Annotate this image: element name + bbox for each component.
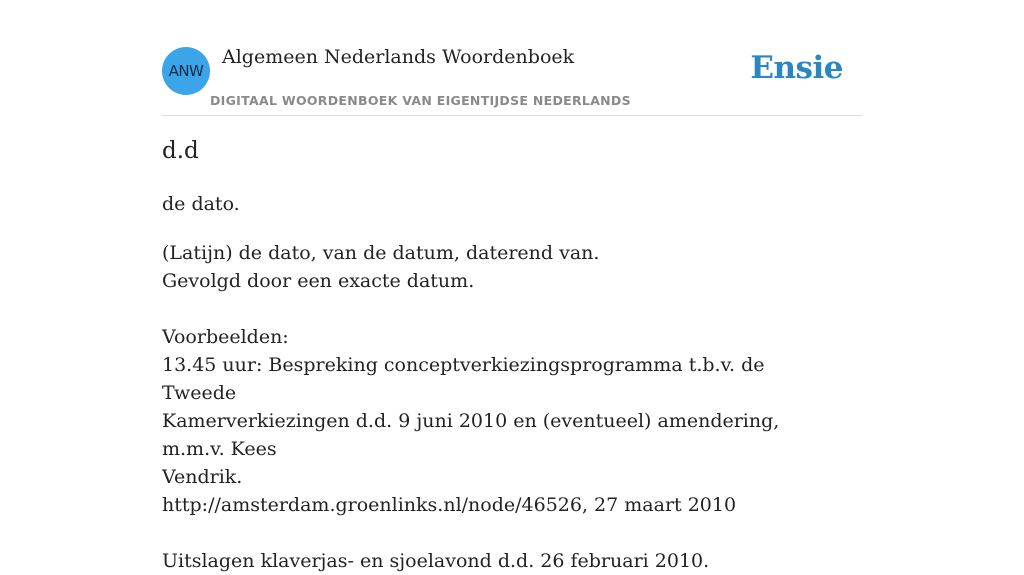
example-line: Uitslagen klaverjas- en sjoelavond d.d. 26 februari 2010. bbox=[162, 550, 710, 572]
definition-line: (Latijn) de dato, van de datum, daterend van. bbox=[162, 242, 600, 264]
site-title[interactable]: Algemeen Nederlands Woordenboek bbox=[222, 46, 575, 68]
header-divider bbox=[162, 115, 862, 116]
entry-headword: d.d bbox=[162, 138, 199, 164]
example-line: 13.45 uur: Bespreking conceptverkiezingsprogramma t.b.v. de Tweede bbox=[162, 354, 765, 404]
logo-text: ANW bbox=[168, 62, 204, 80]
entry-short-definition: de dato. bbox=[162, 193, 240, 215]
definition-line bbox=[162, 519, 842, 547]
entry-definition bbox=[162, 239, 842, 575]
examples-heading: Voorbeelden: bbox=[162, 326, 289, 348]
anw-logo[interactable] bbox=[162, 47, 210, 95]
example-line: Vendrik. bbox=[162, 466, 243, 488]
example-line: Kamerverkiezingen d.d. 9 juni 2010 en (eventueel) amendering, m.m.v. Kees bbox=[162, 410, 780, 460]
example-source: http://amsterdam.groenlinks.nl/node/46526, 27 maart 2010 bbox=[162, 494, 737, 516]
definition-line: Gevolgd door een exacte datum. bbox=[162, 270, 475, 292]
site-subtitle: DIGITAAL WOORDENBOEK VAN EIGENTIJDSE NEDERLANDS bbox=[210, 93, 631, 108]
ensie-brand-link[interactable]: Ensie bbox=[750, 50, 843, 86]
definition-line bbox=[162, 295, 842, 323]
